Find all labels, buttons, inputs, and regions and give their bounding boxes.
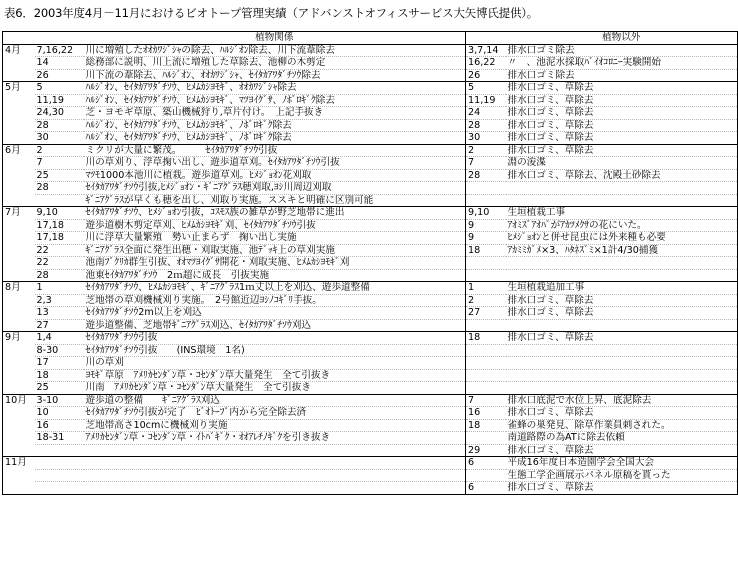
table-row (3, 369, 738, 382)
month-cell: 10月 (3, 394, 35, 407)
table-caption: 表6．2003年度4月－11月におけるビオトープ管理実績（アドバンストオフィスサービス大矢博氏提供）。 (4, 6, 539, 20)
other-activity-cell (506, 369, 738, 382)
other-day-cell: 6 (466, 457, 506, 470)
plant-activity-cell: ﾏﾂﾓ1000本池川に植栽。遊歩道草刈。ﾋﾒｼﾞｮｵﾝ花刈取 (84, 169, 466, 182)
plant-day-cell: 18-31 (35, 432, 84, 445)
month-cell (3, 182, 35, 195)
plant-activity-cell: ｾｲﾀｶｱﾜﾀﾞﾁｿｳ引抜 (INS環境 1名) (84, 344, 466, 357)
table-row (3, 419, 738, 432)
month-cell (3, 169, 35, 182)
plant-activity-cell (84, 444, 466, 457)
plant-day-cell: 1 (35, 282, 84, 295)
other-activity-cell: 排水口ゴミ、草除去 (506, 132, 738, 145)
plant-day-cell: 25 (35, 382, 84, 395)
month-cell (3, 57, 35, 70)
table-row (3, 332, 738, 345)
other-activity-cell: 排水口ゴミ、草除去 (506, 94, 738, 107)
plant-day-cell: 24,30 (35, 107, 84, 120)
other-activity-cell: 生垣植栽追加工事 (506, 282, 738, 295)
other-day-cell: 18 (466, 419, 506, 432)
table-row (3, 132, 738, 145)
month-cell (3, 244, 35, 257)
plant-day-header (35, 32, 84, 45)
other-day-header (466, 32, 506, 45)
table-row (3, 457, 738, 470)
plant-day-cell: 13 (35, 307, 84, 320)
plants-header: 植物関係 (84, 32, 466, 45)
table-row (3, 232, 738, 245)
month-cell (3, 469, 35, 482)
other-day-cell: 2 (466, 144, 506, 157)
other-activity-cell: 雀蜂の巣発見、除草作業員刺された。 (506, 419, 738, 432)
other-day-cell (466, 469, 506, 482)
plant-day-cell (35, 482, 84, 495)
table-row (3, 294, 738, 307)
plant-day-cell: 22 (35, 257, 84, 270)
plant-day-cell: 5 (35, 82, 84, 95)
plant-activity-cell: 芝地帯高さ10cmに機械刈り実施 (84, 419, 466, 432)
other-day-cell: 16 (466, 407, 506, 420)
other-activity-cell (506, 319, 738, 332)
table-row (3, 44, 738, 57)
other-activity-cell (506, 194, 738, 207)
month-cell (3, 94, 35, 107)
other-activity-cell: 排水口ゴミ除去 (506, 69, 738, 82)
plant-activity-cell: ｾｲﾀｶｱﾜﾀﾞﾁｿｳ、ﾋﾒﾑｶｼﾖﾓｷﾞ、ｷﾞﾆｱｸﾞﾗｽ1ｍ丈以上を刈込、遊歩道整備 (84, 282, 466, 295)
plant-day-cell: 1,4 (35, 332, 84, 345)
table-row (3, 469, 738, 482)
month-cell (3, 219, 35, 232)
table-row (3, 94, 738, 107)
plant-activity-cell: 遊歩道樹木剪定草刈、ﾋﾒﾑｶｼﾖﾓｷﾞ刈、ｾｲﾀｶｱﾜﾀﾞﾁｿｳ引抜 (84, 219, 466, 232)
plant-activity-cell: ｾｲﾀｶｱﾜﾀﾞﾁｿｳ引抜 (84, 332, 466, 345)
plant-activity-cell: 芝・ヨモギ草原、築山機械狩り,草片付け。 上記手抜き (84, 107, 466, 120)
other-day-cell: 6 (466, 482, 506, 495)
other-day-cell (466, 382, 506, 395)
plant-activity-cell: 総務部に説明、川上流に増殖した草除去、池柳の木剪定 (84, 57, 466, 70)
plant-day-cell: 28 (35, 119, 84, 132)
plant-day-cell (35, 444, 84, 457)
plant-activity-cell (84, 469, 466, 482)
plant-day-cell: 18 (35, 369, 84, 382)
plant-day-cell: 9,10 (35, 207, 84, 220)
other-day-cell: 7 (466, 394, 506, 407)
plant-activity-cell: ｾｲﾀｶｱﾜﾀﾞﾁｿｳ引抜が完了 ﾋﾞｵﾄｰﾌﾟ内から完全除去済 (84, 407, 466, 420)
plant-activity-cell: 川南 ｱﾒﾘｶｾﾝﾀﾞﾝ草・ｺｾﾝﾀﾞﾝ草大量発生 全て引抜き (84, 382, 466, 395)
table-row (3, 394, 738, 407)
plant-activity-cell: 川の草刈り、浮草掬い出し、遊歩道草刈。ｾｲﾀｶｱﾜﾀﾞﾁｿｳ引抜 (84, 157, 466, 170)
table-row (3, 119, 738, 132)
plant-activity-cell: ﾊﾙｼﾞｵﾝ、ｾｲﾀｶｱﾜﾀﾞﾁｿｳ、ﾋﾒﾑｶｼﾖﾓｷﾞ、ﾉﾎﾞﾛｷﾞｸ除去 (84, 132, 466, 145)
table-row (3, 69, 738, 82)
month-cell (3, 157, 35, 170)
plant-day-cell: 16 (35, 419, 84, 432)
other-day-cell: 3,7,14 (466, 44, 506, 57)
other-activity-cell: 排水口ゴミ、草除去 (506, 119, 738, 132)
month-cell (3, 382, 35, 395)
month-cell (3, 194, 35, 207)
plant-activity-cell: 遊歩道整備、芝地帯ｷﾞﾆｱｸﾞﾗｽ刈込、ｾｲﾀｶｱﾜﾀﾞﾁｿｳ刈込 (84, 319, 466, 332)
other-activity-cell (506, 269, 738, 282)
plant-activity-cell (84, 482, 466, 495)
plant-day-cell (35, 194, 84, 207)
table-row (3, 207, 738, 220)
month-cell (3, 482, 35, 495)
table-row (3, 482, 738, 495)
plant-day-cell: 7,16,22 (35, 44, 84, 57)
plant-activity-cell (84, 457, 466, 470)
plant-activity-cell: ｱﾒﾘｶｾﾝﾀﾞﾝ草・ｺｾﾝﾀﾞﾝ草・ｲﾄﾊﾞｷﾞｸ・ｵｵｱﾚﾁﾉｷﾞｸを引き抜き (84, 432, 466, 445)
other-activity-cell: 排水口ゴミ、草除去 (506, 482, 738, 495)
management-record-table (2, 31, 738, 495)
plant-day-cell: 17,18 (35, 219, 84, 232)
plant-activity-cell: ミクリが大量に繁茂。 ｾｲﾀｶｱﾜﾀﾞﾁｿｳ引抜 (84, 144, 466, 157)
other-day-cell: 2 (466, 294, 506, 307)
month-cell (3, 444, 35, 457)
other-activity-cell (506, 182, 738, 195)
plant-day-cell: 3-10 (35, 394, 84, 407)
plant-activity-cell: 川に浮草大量繁殖 勢い止まらず 掬い出し実施 (84, 232, 466, 245)
plant-day-cell: 11,19 (35, 94, 84, 107)
month-cell (3, 69, 35, 82)
other-day-cell: 1 (466, 282, 506, 295)
month-header (3, 32, 35, 45)
other-activity-cell: 平成16年度日本造園学会全国大会 (506, 457, 738, 470)
other-day-cell (466, 182, 506, 195)
month-cell (3, 119, 35, 132)
plant-day-cell: 17,18 (35, 232, 84, 245)
table-row (3, 407, 738, 420)
plant-day-cell: 27 (35, 319, 84, 332)
other-activity-cell: 排水口ゴミ、草除去 (506, 144, 738, 157)
other-day-cell: 29 (466, 444, 506, 457)
plant-day-cell: 22 (35, 244, 84, 257)
month-cell (3, 257, 35, 270)
month-cell: 8月 (3, 282, 35, 295)
other-day-cell: 9,10 (466, 207, 506, 220)
table-row (3, 382, 738, 395)
other-activity-cell (506, 257, 738, 270)
month-cell (3, 232, 35, 245)
plant-day-cell: 28 (35, 269, 84, 282)
table-row (3, 319, 738, 332)
other-day-cell: 26 (466, 69, 506, 82)
other-activity-cell: 排水口ゴミ、草除去 (506, 294, 738, 307)
table-row (3, 307, 738, 320)
other-activity-cell (506, 344, 738, 357)
month-cell (3, 432, 35, 445)
plant-day-cell: 7 (35, 157, 84, 170)
other-day-cell (466, 319, 506, 332)
plant-day-cell: 30 (35, 132, 84, 145)
table-row (3, 219, 738, 232)
table-row (3, 432, 738, 445)
plant-activity-cell: ﾊﾙｼﾞｵﾝ、ｾｲﾀｶｱﾜﾀﾞﾁｿｳ、ﾋﾒﾑｶｼﾖﾓｷﾞ、ﾏﾂﾖｲｸﾞｻ、ﾉﾎﾞﾛｷﾞｸ除去 (84, 94, 466, 107)
table-row (3, 357, 738, 370)
other-activity-cell: 排水口ゴミ、草除去、沈殿土砂除去 (506, 169, 738, 182)
table-row (3, 82, 738, 95)
table-body (3, 44, 738, 494)
plant-activity-cell: ｷﾞﾆｱｸﾞﾗｽ全面に発生出穂・刈取実施、池ﾃﾞｯｷ上の草刈実施 (84, 244, 466, 257)
plant-activity-cell: ﾊﾙｼﾞｵﾝ、ｾｲﾀｶｱﾜﾀﾞﾁｿｳ、ﾋﾒﾑｶｼﾖﾓｷﾞ、ｵｵｶﾜｼﾞｼｬ除去 (84, 82, 466, 95)
other-day-cell: 24 (466, 107, 506, 120)
other-day-cell (466, 344, 506, 357)
plant-activity-cell: ｷﾞﾆｱｸﾞﾗｽが早くも穂を出し、刈取り実施。ススキと明確に区別可能 (84, 194, 466, 207)
other-day-cell: 28 (466, 119, 506, 132)
table-row (3, 57, 738, 70)
other-activity-cell (506, 357, 738, 370)
other-day-cell: 16,22 (466, 57, 506, 70)
month-cell (3, 369, 35, 382)
plant-day-cell: 10 (35, 407, 84, 420)
plant-activity-cell: ﾖﾓｷﾞ草原 ｱﾒﾘｶｾﾝﾀﾞﾝ草・ｺｾﾝﾀﾞﾝ草大量発生 全て引抜き (84, 369, 466, 382)
other-activity-cell: ｱｶﾐﾐｶﾞﾒ×3、ﾊﾀﾈｽﾞﾐ×1計4/30捕獲 (506, 244, 738, 257)
other-activity-cell: 排水口ゴミ、草除去 (506, 407, 738, 420)
plant-day-cell: 8-30 (35, 344, 84, 357)
table-row (3, 344, 738, 357)
other-day-cell: 5 (466, 82, 506, 95)
table-row (3, 269, 738, 282)
other-day-cell (466, 432, 506, 445)
plant-activity-cell: 川の草刈 (84, 357, 466, 370)
month-cell (3, 407, 35, 420)
month-cell (3, 294, 35, 307)
table-row (3, 282, 738, 295)
month-cell (3, 107, 35, 120)
other-day-cell (466, 269, 506, 282)
month-cell: 5月 (3, 82, 35, 95)
other-activity-cell (506, 382, 738, 395)
other-day-cell (466, 357, 506, 370)
table-row (3, 244, 738, 257)
table-row (3, 169, 738, 182)
other-day-cell: 30 (466, 132, 506, 145)
plant-day-cell: 2,3 (35, 294, 84, 307)
other-day-cell: 9 (466, 232, 506, 245)
table-row (3, 182, 738, 195)
month-cell: 11月 (3, 457, 35, 470)
other-activity-cell: 排水口ゴミ、草除去 (506, 332, 738, 345)
plant-day-cell: 2 (35, 144, 84, 157)
table-row (3, 257, 738, 270)
plant-day-cell: 26 (35, 69, 84, 82)
other-activity-cell: 生態工学企画展示パネル原稿を貰った (506, 469, 738, 482)
other-activity-cell: 排水口底泥で水位上昇、底泥除去 (506, 394, 738, 407)
plant-activity-cell: 池東ｾｲﾀｶｱﾜﾀﾞﾁｿｳ 2ｍ超に成長 引抜実施 (84, 269, 466, 282)
other-day-cell: 27 (466, 307, 506, 320)
month-cell (3, 344, 35, 357)
month-cell (3, 132, 35, 145)
month-cell: 7月 (3, 207, 35, 220)
other-activity-cell: 淵の浚渫 (506, 157, 738, 170)
other-day-cell: 9 (466, 219, 506, 232)
other-activity-cell: 〃 、池泥水採取ﾊﾞｲｵｺﾛﾆｰ実験開始 (506, 57, 738, 70)
table-row (3, 144, 738, 157)
other-day-cell: 7 (466, 157, 506, 170)
plant-day-cell: 17 (35, 357, 84, 370)
other-day-cell: 11,19 (466, 94, 506, 107)
other-day-cell (466, 194, 506, 207)
plant-activity-cell: ｾｲﾀｶｱﾜﾀﾞﾁｿｳ、ﾋﾒｼﾞｮｵﾝ引抜，ｺｽﾓｽ族の雑草が野芝地帯に進出 (84, 207, 466, 220)
other-day-cell (466, 369, 506, 382)
other-header: 植物以外 (506, 32, 738, 45)
month-cell (3, 269, 35, 282)
month-cell (3, 319, 35, 332)
other-activity-cell: 排水口ゴミ除去 (506, 44, 738, 57)
other-day-cell: 18 (466, 332, 506, 345)
plant-day-cell (35, 469, 84, 482)
table-row (3, 194, 738, 207)
plant-activity-cell: ﾊﾙｼﾞｵﾝ、ｾｲﾀｶｱﾜﾀﾞﾁｿｳ、ﾋﾒﾑｶｼﾖﾓｷﾞ、ﾉﾎﾞﾛｷﾞｸ除去 (84, 119, 466, 132)
other-activity-cell: 南道路際の為ATに除去依頼 (506, 432, 738, 445)
table-row (3, 444, 738, 457)
month-cell: 9月 (3, 332, 35, 345)
month-cell (3, 307, 35, 320)
plant-activity-cell: 芝地帯の草刈機械刈り実施。 2号館近辺ﾖｼﾉｺｷﾞﾘ手抜。 (84, 294, 466, 307)
plant-activity-cell: 川下流の葦除去、ﾊﾙｼﾞｵﾝ、ｵｵｶﾜｼﾞｼｬ、ｾｲﾀｶｱﾜﾀﾞﾁｿｳ除去 (84, 69, 466, 82)
table-row (3, 107, 738, 120)
other-activity-cell: 排水口ゴミ、草除去 (506, 307, 738, 320)
plant-activity-cell: 池南ﾌﾞｸﾘｶ群生引抜、ｵｵﾏﾂﾖｲｸﾞｻ開花・刈取実施、ﾋﾒﾑｶｼﾖﾓｷﾞ刈 (84, 257, 466, 270)
month-cell: 4月 (3, 44, 35, 57)
plant-activity-cell: ｾｲﾀｶｱﾜﾀﾞﾁｿｳ引抜,ﾋﾒｼﾞｮｵﾝ・ｷﾞﾆｱｸﾞﾗｽ穂刈取,ﾖｼ川周辺刈取 (84, 182, 466, 195)
month-cell (3, 419, 35, 432)
other-activity-cell: 排水口ゴミ、草除去 (506, 82, 738, 95)
plant-activity-cell: 川に増殖したｵｵｶﾜｼﾞｼｬの除去、ﾊﾙｼﾞｵﾝ除去、川下流葦除去 (84, 44, 466, 57)
other-activity-cell: 生垣植栽工事 (506, 207, 738, 220)
plant-day-cell: 28 (35, 182, 84, 195)
plant-activity-cell: 遊歩道の整備 ｷﾞﾆｱｸﾞﾗｽ刈込 (84, 394, 466, 407)
other-activity-cell: ﾋﾒｼﾞｮｵﾝと併せ昆虫には外来種も必要 (506, 232, 738, 245)
month-cell (3, 357, 35, 370)
month-cell: 6月 (3, 144, 35, 157)
other-day-cell: 28 (466, 169, 506, 182)
table-row (3, 157, 738, 170)
other-day-cell: 18 (466, 244, 506, 257)
plant-day-cell: 14 (35, 57, 84, 70)
plant-day-cell (35, 457, 84, 470)
other-activity-cell: 排水口ゴミ、草除去 (506, 444, 738, 457)
other-activity-cell: 排水口ゴミ、草除去 (506, 107, 738, 120)
other-day-cell (466, 257, 506, 270)
plant-activity-cell: ｾｲﾀｶｱﾜﾀﾞﾁｿｳ2m以上を刈込 (84, 307, 466, 320)
other-activity-cell: ｱｵﾐｽﾞｱｵﾊﾞがｱｶﾂﾒｸｻの花にいた。 (506, 219, 738, 232)
plant-day-cell: 25 (35, 169, 84, 182)
